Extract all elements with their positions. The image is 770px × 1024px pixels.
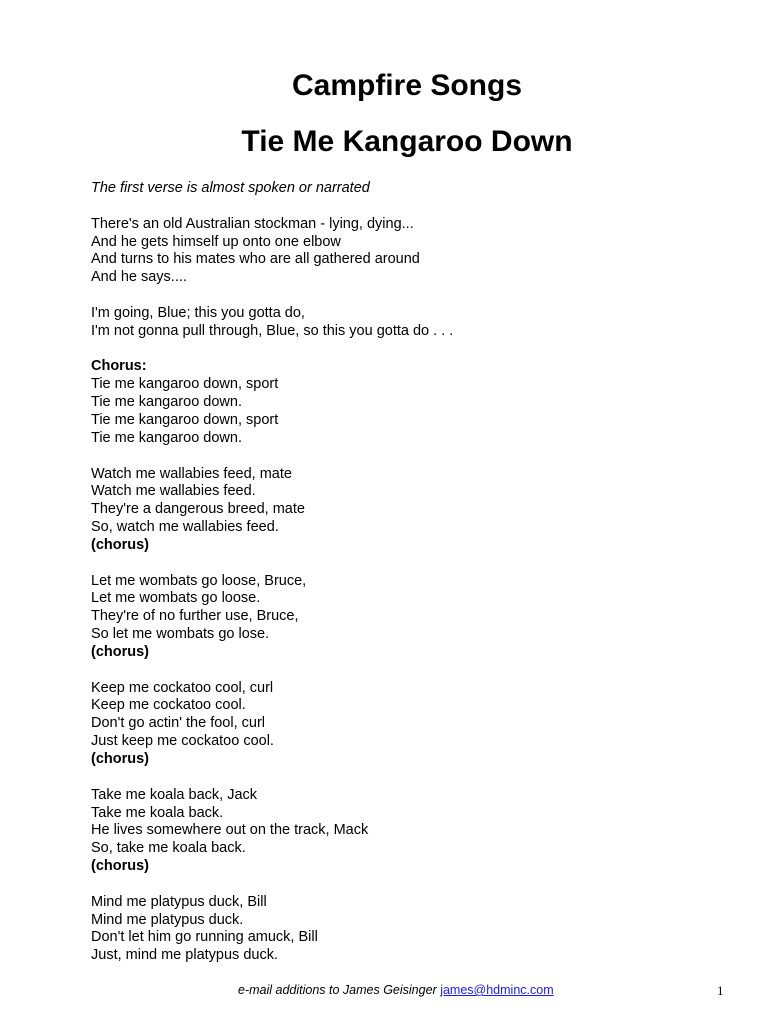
lyric-line: He lives somewhere out on the track, Mack bbox=[91, 822, 369, 839]
footer-note bbox=[238, 983, 554, 997]
lyric-line: Don't go actin' the fool, curl bbox=[91, 715, 265, 732]
lyric-line: I'm not gonna pull through, Blue, so this you gotta do . . . bbox=[91, 322, 454, 339]
chorus-label: (chorus) bbox=[91, 751, 149, 767]
lyrics-container bbox=[91, 216, 731, 965]
lyric-line: Tie me kangaroo down, sport bbox=[91, 376, 279, 393]
lyric-line: And turns to his mates who are all gathered around bbox=[91, 251, 420, 268]
lyric-line: Mind me platypus duck. bbox=[91, 911, 244, 928]
song-body bbox=[91, 180, 731, 983]
lyric-line: Tie me kangaroo down. bbox=[91, 429, 242, 446]
lyric-block-verse-platypus bbox=[91, 894, 731, 965]
page-footer bbox=[0, 983, 770, 1001]
lyric-block-chorus bbox=[91, 358, 731, 447]
chorus-label: Chorus: bbox=[91, 358, 147, 375]
document-title: Campfire Songs bbox=[291, 69, 523, 102]
lyric-line: And he says.... bbox=[91, 269, 187, 286]
lyric-line: Keep me cockatoo cool, curl bbox=[91, 679, 274, 696]
lyric-line: Take me koala back, Jack bbox=[91, 786, 258, 803]
lyric-line: Let me wombats go loose. bbox=[91, 590, 261, 607]
song-title: Tie Me Kangaroo Down bbox=[241, 125, 573, 158]
lyric-line: I'm going, Blue; this you gotta do, bbox=[91, 304, 305, 321]
lyric-line: There's an old Australian stockman - lying, dying... bbox=[91, 215, 414, 232]
lyric-line: They're of no further use, Bruce, bbox=[91, 608, 299, 625]
lyric-line: So let me wombats go lose. bbox=[91, 626, 270, 643]
lyric-line: And he gets himself up onto one elbow bbox=[91, 233, 341, 250]
lyric-line: Don't let him go running amuck, Bill bbox=[91, 929, 318, 946]
lyric-block-narration-2 bbox=[91, 305, 731, 341]
chorus-label: (chorus) bbox=[91, 536, 149, 553]
lyric-line: Just, mind me platypus duck. bbox=[91, 947, 278, 964]
lyric-block-verse-wombats bbox=[91, 573, 731, 662]
lyric-line: Tie me kangaroo down. bbox=[91, 394, 242, 411]
footer-label: e-mail additions to James Geisinger bbox=[238, 983, 441, 997]
lyric-line: Let me wombats go loose, Bruce, bbox=[91, 572, 307, 589]
chorus-label: (chorus) bbox=[91, 643, 149, 660]
lyric-block-verse-koala bbox=[91, 787, 731, 876]
lyric-line: Just keep me cockatoo cool. bbox=[91, 733, 274, 750]
lyric-line: They're a dangerous breed, mate bbox=[91, 501, 305, 518]
lyric-block-narration-1 bbox=[91, 216, 731, 287]
lyric-line: Watch me wallabies feed, mate bbox=[91, 465, 292, 482]
lyric-line: Tie me kangaroo down, sport bbox=[91, 411, 279, 428]
lyric-line: Mind me platypus duck, Bill bbox=[91, 893, 267, 910]
lyric-line: So, take me koala back. bbox=[91, 840, 246, 857]
lyric-block-verse-cockatoo bbox=[91, 680, 731, 769]
page-number: 1 bbox=[717, 983, 724, 998]
lyric-line: Take me koala back. bbox=[91, 804, 224, 821]
email-link[interactable]: james@hdminc.com bbox=[440, 983, 554, 997]
lyric-line: Keep me cockatoo cool. bbox=[91, 697, 246, 714]
lyric-block-verse-wallabies bbox=[91, 466, 731, 555]
lyric-line: Watch me wallabies feed. bbox=[91, 483, 256, 500]
intro-note: The first verse is almost spoken or narrated bbox=[91, 180, 370, 196]
lyric-line: So, watch me wallabies feed. bbox=[91, 519, 279, 536]
chorus-label: (chorus) bbox=[91, 858, 149, 875]
